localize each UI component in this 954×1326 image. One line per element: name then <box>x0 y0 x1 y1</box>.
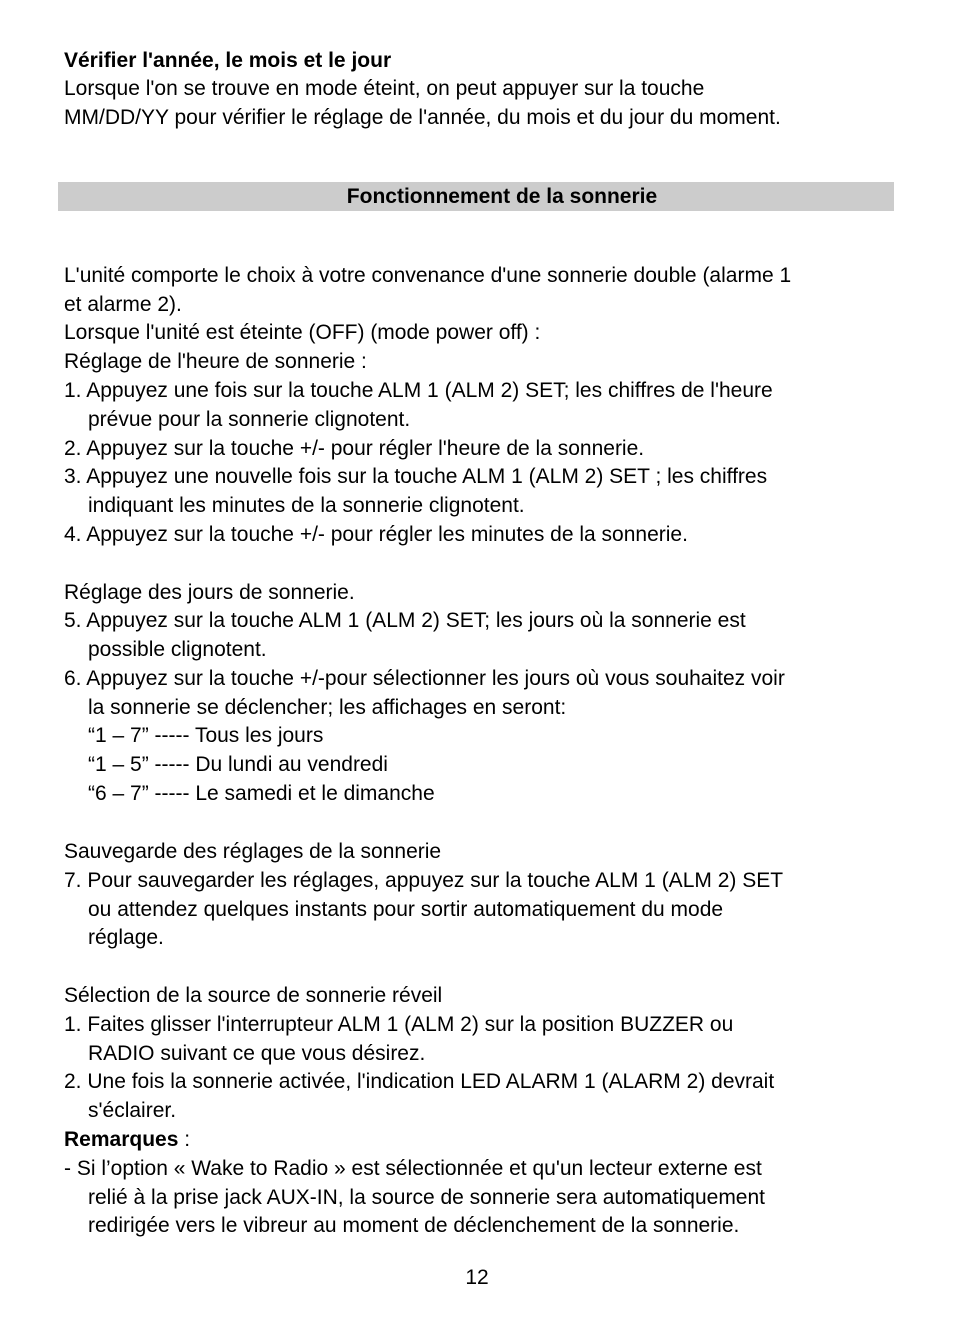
source-step: 1. Faites glisser l'interrupteur ALM 1 (ALM 2) sur la position BUZZER ou <box>64 1013 734 1036</box>
source-step: 2. Une fois la sonnerie activée, l'indication LED ALARM 1 (ALARM 2) devrait <box>64 1070 775 1093</box>
check-date-line: MM/DD/YY pour vérifier le réglage de l'année, du mois et du jour du moment. <box>64 106 781 129</box>
remark-line: - Si l’option « Wake to Radio » est sélectionnée et qu'un lecteur externe est <box>64 1157 762 1180</box>
intro-line: Lorsque l'unité est éteinte (OFF) (mode power off) : <box>64 321 541 344</box>
save-heading: Sauvegarde des réglages de la sonnerie <box>64 840 442 863</box>
remarks-colon: : <box>178 1128 191 1151</box>
check-date-line: Lorsque l'on se trouve en mode éteint, on peut appuyer sur la touche <box>64 77 705 100</box>
intro-line: et alarme 2). <box>64 293 182 316</box>
days-option: “6 – 7” ----- Le samedi et le dimanche <box>88 782 435 805</box>
days-heading: Réglage des jours de sonnerie. <box>64 581 355 604</box>
save-step-continuation: réglage. <box>88 926 164 949</box>
remark-line-continuation: redirigée vers le vibreur au moment de déclenchement de la sonnerie. <box>88 1214 740 1237</box>
time-step: 4. Appuyez sur la touche +/- pour régler les minutes de la sonnerie. <box>64 523 688 546</box>
days-step-continuation: la sonnerie se déclencher; les affichages en seront: <box>88 696 567 719</box>
days-step: 5. Appuyez sur la touche ALM 1 (ALM 2) SET; les jours où la sonnerie est <box>64 609 746 632</box>
time-step: 1. Appuyez une fois sur la touche ALM 1 (ALM 2) SET; les chiffres de l'heure <box>64 379 773 402</box>
source-step-continuation: RADIO suivant ce que vous désirez. <box>88 1042 426 1065</box>
remark-line-continuation: relié à la prise jack AUX-IN, la source de sonnerie sera automatiquement <box>88 1186 766 1209</box>
time-step: 3. Appuyez une nouvelle fois sur la touche ALM 1 (ALM 2) SET ; les chiffres <box>64 465 768 488</box>
intro-line: L'unité comporte le choix à votre convenance d'une sonnerie double (alarme 1 <box>64 264 792 287</box>
source-heading: Sélection de la source de sonnerie réveil <box>64 984 443 1007</box>
days-option: “1 – 7” ----- Tous les jours <box>88 724 324 747</box>
save-step: 7. Pour sauvegarder les réglages, appuyez sur la touche ALM 1 (ALM 2) SET <box>64 869 784 892</box>
time-step-continuation: indiquant les minutes de la sonnerie clignotent. <box>88 494 525 517</box>
days-step: 6. Appuyez sur la touche +/-pour sélectionner les jours où vous souhaitez voir <box>64 667 785 690</box>
remarks-heading <box>64 1126 190 1154</box>
source-step-continuation: s'éclairer. <box>88 1099 177 1122</box>
remarks-label: Remarques <box>64 1128 179 1151</box>
time-step: 2. Appuyez sur la touche +/- pour régler l'heure de la sonnerie. <box>64 437 645 460</box>
days-step-continuation: possible clignotent. <box>88 638 267 661</box>
days-option: “1 – 5” ----- Du lundi au vendredi <box>88 753 388 776</box>
page-number: 12 <box>465 1266 489 1289</box>
section-title: Fonctionnement de la sonnerie <box>346 185 658 208</box>
save-step-continuation: ou attendez quelques instants pour sortir automatiquement du mode <box>88 898 724 921</box>
check-date-heading: Vérifier l'année, le mois et le jour <box>64 49 392 72</box>
time-step-continuation: prévue pour la sonnerie clignotent. <box>88 408 411 431</box>
intro-line: Réglage de l'heure de sonnerie : <box>64 350 367 373</box>
